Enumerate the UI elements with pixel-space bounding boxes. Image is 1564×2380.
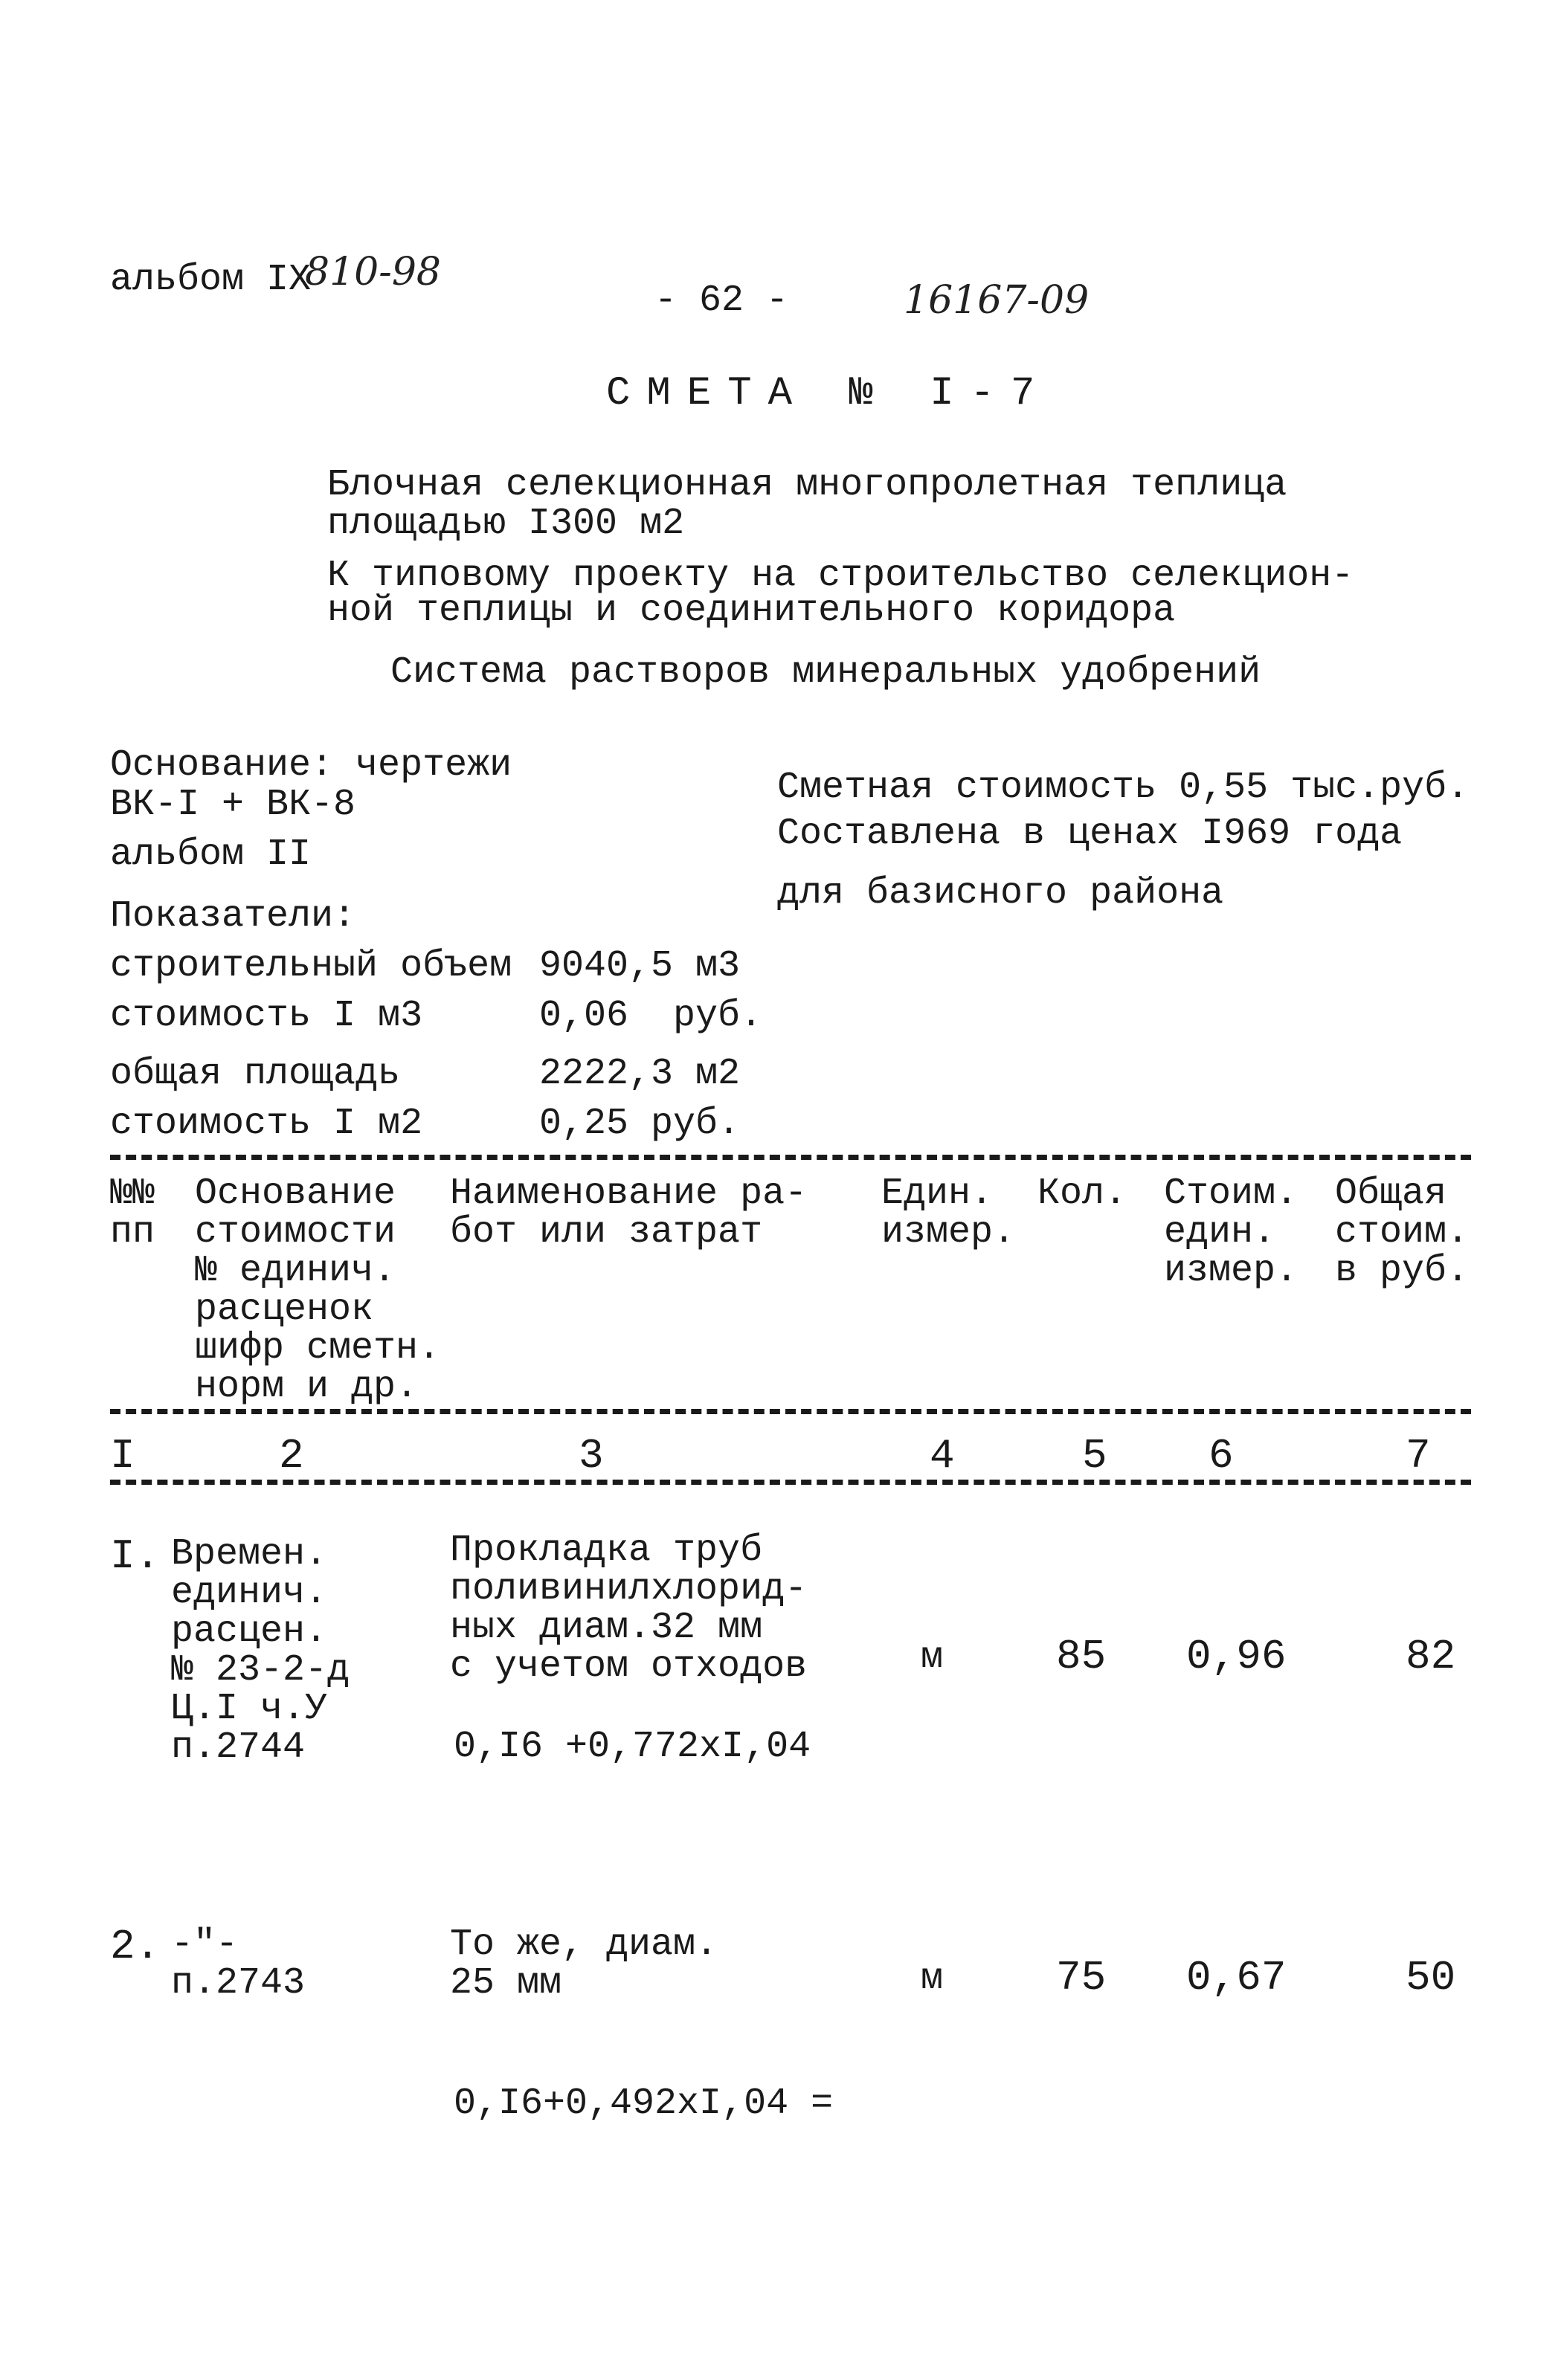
table-top-rule [110, 1155, 1471, 1160]
indicators-label: Показатели: [110, 895, 356, 938]
subtitle-line-3: К типовому проекту на строительство селекцион- [327, 555, 1354, 597]
document-handwritten-number: 16167-09 [904, 278, 1090, 323]
indicator-name: общая площадь [110, 1053, 401, 1095]
indicator-value: 0,25 руб. [539, 1103, 741, 1145]
column-number: 3 [579, 1432, 604, 1480]
column-number-rule [110, 1480, 1471, 1485]
header-row-number: №№ пп [110, 1173, 155, 1254]
header-total-cost: Общая стоим. в руб. [1335, 1173, 1470, 1292]
row-total-cost: 50 [1406, 1954, 1456, 2002]
row-formula: 0,I6 +0,772хI,04 [454, 1726, 811, 1768]
row-total-cost: 82 [1406, 1633, 1456, 1680]
row-cost-basis: Времен. единич. расцен. № 23-2-д Ц.I ч.У п.2744 [171, 1533, 350, 1769]
column-number: 6 [1209, 1432, 1234, 1480]
indicator-value: 9040,5 м3 [539, 945, 741, 987]
header-unit: Един. измер. [881, 1173, 1016, 1254]
row-number: I. [110, 1532, 161, 1580]
row-quantity: 85 [1056, 1633, 1107, 1680]
column-number: 4 [930, 1432, 955, 1480]
row-number: 2. [110, 1923, 161, 1970]
column-number: I [110, 1432, 135, 1480]
page-number: - 62 - [654, 280, 789, 322]
row-unit-cost: 0,67 [1186, 1954, 1287, 2002]
subtitle-line-1: Блочная селекционная многопролетная теплица [327, 464, 1287, 506]
indicator-value: 2222,3 м2 [539, 1053, 741, 1095]
base-region: для базисного района [777, 872, 1224, 915]
indicator-name: стоимость I м2 [110, 1103, 423, 1145]
indicator-name: стоимость I м3 [110, 995, 423, 1037]
album-label: альбом IX [110, 259, 312, 301]
header-bottom-rule [110, 1409, 1471, 1414]
indicator-name: строительный объем [110, 945, 512, 987]
basis-label: Основание: чертежи [110, 744, 512, 787]
subtitle-line-2: площадью I300 м2 [327, 503, 685, 545]
row-unit: м [921, 1636, 944, 1679]
column-number: 5 [1082, 1432, 1107, 1480]
header-quantity: Кол. [1037, 1173, 1127, 1215]
subtitle-line-5: Система растворов минеральных удобрений [390, 651, 1261, 694]
header-unit-cost: Стоим. един. измер. [1164, 1173, 1298, 1292]
row-formula: 0,I6+0,492хI,04 = [454, 2083, 834, 2125]
row-unit-cost: 0,96 [1186, 1633, 1287, 1680]
column-number: 2 [279, 1432, 304, 1480]
document-title: СМЕТА № I-7 [606, 371, 1052, 416]
album-handwritten-number: 810-98 [305, 250, 441, 294]
column-number: 7 [1406, 1432, 1431, 1480]
row-unit: м [921, 1958, 944, 2000]
header-cost-basis: Основание стоимости № единич. расценок шифр сметн. норм и др. [195, 1173, 441, 1408]
basis-drawings: ВК-I + ВК-8 [110, 784, 356, 826]
row-work-name: То же, диам. 25 мм [450, 1923, 718, 2005]
indicator-value: 0,06 руб. [539, 995, 763, 1037]
row-quantity: 75 [1056, 1954, 1107, 2002]
subtitle-line-4: ной теплицы и соединительного коридора [327, 590, 1176, 632]
basis-album: альбом II [110, 833, 312, 876]
row-cost-basis: -"- п.2743 [171, 1923, 306, 2005]
estimated-cost: Сметная стоимость 0,55 тыс.руб. [777, 767, 1470, 809]
row-work-name: Прокладка труб поливинилхлорид- ных диам.32 мм с учетом отходов [450, 1529, 808, 1688]
header-work-name: Наименование ра- бот или затрат [450, 1173, 808, 1254]
price-basis-year: Составлена в ценах I969 года [777, 813, 1403, 855]
